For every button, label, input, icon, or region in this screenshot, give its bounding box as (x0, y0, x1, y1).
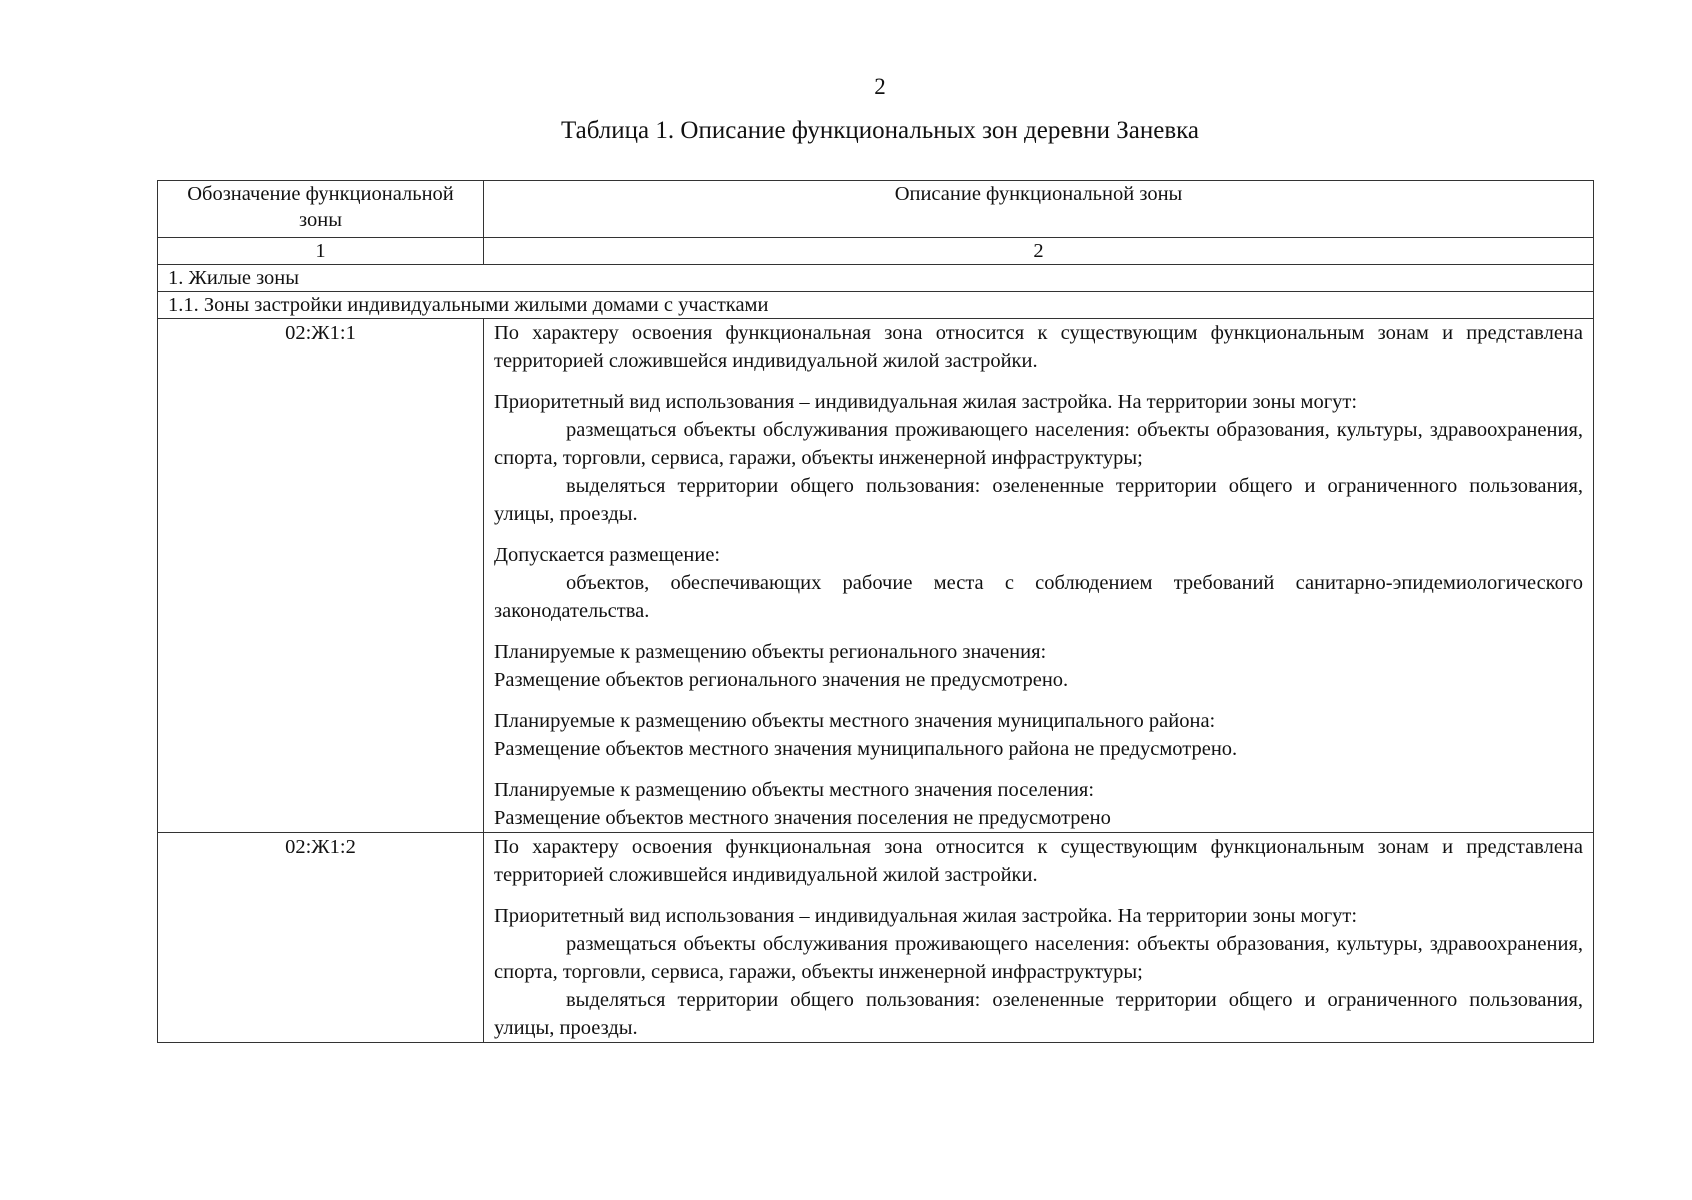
description-paragraph: По характеру освоения функциональная зона относится к существующим функциональным зонам и представлена территорией сложившейся индивидуальной жилой застройки. (494, 322, 1583, 372)
settlement-objects-text: Размещение объектов местного значения поселения не предусмотрено (494, 807, 1111, 829)
table-row (158, 319, 1594, 833)
allowed-item-services: размещаться объекты обслуживания проживающего населения: объекты образования, культуры, здравоохранения, спорта, торговли, сервиса, гаражи, объекты инженерной инфраструктуры; (494, 419, 1583, 469)
regional-objects-title: Планируемые к размещению объекты регионального значения: (494, 641, 1047, 663)
settlement-objects-paragraph (494, 776, 1583, 832)
column-number-2: 2 (484, 238, 1594, 265)
district-objects-paragraph (494, 707, 1583, 763)
zone-code: 02:Ж1:2 (158, 833, 484, 1043)
regional-objects-paragraph (494, 638, 1583, 694)
subsection-row (158, 292, 1594, 319)
priority-use-intro: Приоритетный вид использования – индивидуальная жилая застройка. На территории зоны могут: (494, 905, 1358, 927)
page-number: 2 (874, 74, 886, 99)
allowed-item-services: размещаться объекты обслуживания проживающего населения: объекты образования, культуры, здравоохранения, спорта, торговли, сервиса, гаражи, объекты инженерной инфраструктуры; (494, 933, 1583, 983)
district-objects-title: Планируемые к размещению объекты местного значения муниципального района: (494, 710, 1216, 732)
priority-use-paragraph (494, 902, 1583, 1042)
district-objects-text: Размещение объектов местного значения муниципального района не предусмотрено. (494, 738, 1238, 760)
zone-description (484, 319, 1594, 833)
description-paragraph: По характеру освоения функциональная зона относится к существующим функциональным зонам и представлена территорией сложившейся индивидуальной жилой застройки. (494, 836, 1583, 886)
zones-table (157, 180, 1594, 1043)
subsection-title: 1.1. Зоны застройки индивидуальными жилыми домами с участками (158, 292, 1594, 319)
permitted-placement-item: объектов, обеспечивающих рабочие места с соблюдением требований санитарно-эпидемиологического законодательства. (494, 572, 1583, 622)
zone-code: 02:Ж1:1 (158, 319, 484, 833)
priority-use-intro: Приоритетный вид использования – индивидуальная жилая застройка. На территории зоны могут: (494, 391, 1358, 413)
section-row (158, 265, 1594, 292)
section-title: 1. Жилые зоны (158, 265, 1594, 292)
table-title: Таблица 1. Описание функциональных зон деревни Заневка (560, 117, 1200, 144)
zone-description (484, 833, 1594, 1043)
allowed-item-public-areas: выделяться территории общего пользования: озелененные территории общего и ограниченного пользования, улицы, проезды. (494, 475, 1583, 525)
permitted-placement-intro: Допускается размещение: (494, 544, 721, 566)
column-number-1: 1 (158, 238, 484, 265)
settlement-objects-title: Планируемые к размещению объекты местного значения поселения: (494, 779, 1095, 801)
table-row (158, 833, 1594, 1043)
allowed-item-public-areas: выделяться территории общего пользования: озелененные территории общего и ограниченного пользования, улицы, проезды. (494, 989, 1583, 1039)
header-row (158, 181, 1594, 238)
header-zone-description: Описание функциональной зоны (484, 181, 1594, 238)
regional-objects-text: Размещение объектов регионального значения не предусмотрено. (494, 669, 1069, 691)
permitted-placement-paragraph (494, 541, 1583, 625)
column-number-row (158, 238, 1594, 265)
header-zone-code: Обозначение функциональной зоны (158, 181, 484, 238)
priority-use-paragraph (494, 388, 1583, 528)
